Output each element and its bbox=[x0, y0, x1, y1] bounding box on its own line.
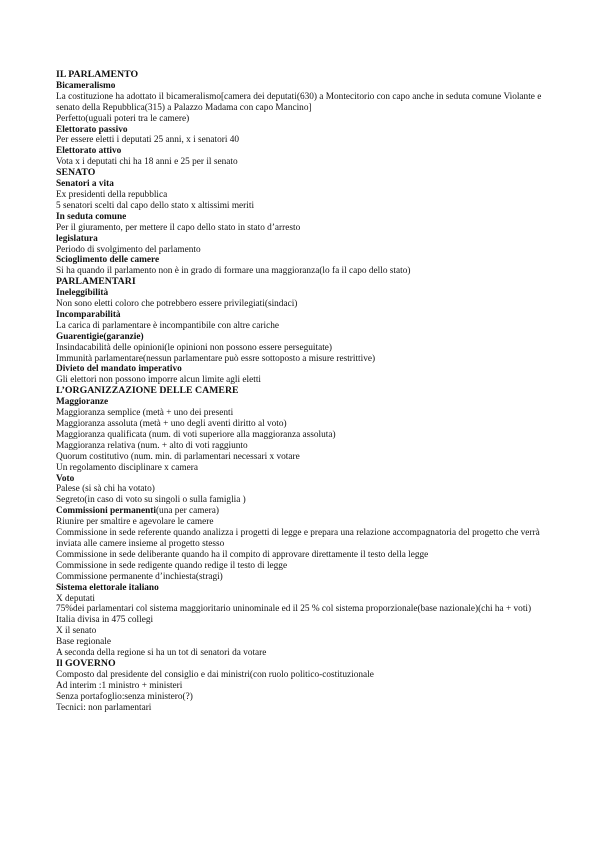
text-line bbox=[56, 484, 546, 495]
line-text: Maggioranza assoluta (metà + uno degli aventi diritto al voto) bbox=[56, 419, 287, 429]
line-text: Il GOVERNO bbox=[56, 657, 116, 669]
text-line bbox=[56, 408, 546, 419]
line-text: Divieto del mandato imperativo bbox=[56, 364, 182, 375]
line-text: La costituzione ha adottato il bicameralismo[camera dei deputati(630) a Montecitorio con capo anche in seduta comune Violante e senato della Repubblica(315) a Palazzo Madama con capo Mancino] bbox=[56, 91, 542, 113]
line-text: Voto bbox=[56, 473, 75, 484]
line-text: Non sono eletti coloro che potrebbero essere privilegiati(sindaci) bbox=[56, 299, 298, 310]
text-line bbox=[56, 114, 546, 125]
subheading bbox=[56, 397, 546, 408]
line-text: Gli elettori non possono imporre alcun limite agli eletti bbox=[56, 375, 262, 386]
line-text: Commissione in sede referente quando analizza i progetti di legge e prepara una relazione accompagnatoria del progetto che verrà inviata alle camere insieme al progetto stesso bbox=[56, 528, 540, 549]
text-line bbox=[56, 550, 546, 561]
line-text: Bicameralismo bbox=[56, 80, 116, 91]
line-text: Tecnici: non parlamentari bbox=[56, 702, 152, 713]
text-line bbox=[56, 681, 546, 692]
section-heading bbox=[56, 70, 546, 81]
line-text: Commissione in sede deliberante quando ha il compito di approvare direttamente il testo della legge bbox=[56, 549, 429, 560]
text-line bbox=[56, 495, 546, 506]
subheading bbox=[56, 474, 546, 485]
line-text: Guarentigie(garanzie) bbox=[56, 331, 144, 342]
line-text: Riunire per smaltire e agevolare le camere bbox=[56, 517, 214, 528]
line-text: Incomparabilità bbox=[56, 309, 121, 320]
line-text: X il senato bbox=[56, 626, 97, 637]
text-line bbox=[56, 626, 546, 637]
line-text: Maggioranza qualificata (num. di voti superiore alla maggioranza assoluta) bbox=[56, 429, 336, 440]
section-heading bbox=[56, 386, 546, 397]
section-heading bbox=[56, 277, 546, 288]
text-line bbox=[56, 463, 546, 474]
line-text: Palese (si sà chi ha votato) bbox=[56, 484, 155, 495]
line-text: Commissione in sede redigente quando redige il testo di legge bbox=[56, 560, 288, 571]
line-text-rest: (una per camera) bbox=[155, 506, 219, 517]
line-text: IL PARLAMENTO bbox=[56, 69, 139, 80]
line-text: Sistema elettorale italiano bbox=[56, 582, 159, 593]
text-line bbox=[56, 201, 546, 212]
section-heading bbox=[56, 168, 546, 179]
text-line bbox=[56, 572, 546, 583]
line-text: legislatura bbox=[56, 233, 98, 244]
subheading bbox=[56, 288, 546, 299]
line-text: In seduta comune bbox=[56, 211, 127, 222]
text-line bbox=[56, 245, 546, 256]
line-text: SENATO bbox=[56, 167, 96, 179]
line-text: Elettorato attivo bbox=[56, 146, 122, 157]
text-line bbox=[56, 343, 546, 354]
text-line bbox=[56, 452, 546, 463]
line-text: Un regolamento disciplinare x camera bbox=[56, 462, 198, 473]
subheading bbox=[56, 310, 546, 321]
text-line bbox=[56, 441, 546, 452]
text-line bbox=[56, 692, 546, 703]
line-text: X deputati bbox=[56, 593, 95, 604]
subheading bbox=[56, 179, 546, 190]
subheading bbox=[56, 332, 546, 343]
subheading bbox=[56, 255, 546, 266]
line-text: La carica di parlamentare è incompantibile con altre cariche bbox=[56, 320, 279, 331]
text-line bbox=[56, 670, 546, 681]
text-line bbox=[56, 594, 546, 605]
line-text: Composto dal presidente del consiglio e dai ministri(con ruolo politico-costituzionale bbox=[56, 669, 374, 680]
text-line bbox=[56, 190, 546, 201]
text-line bbox=[56, 615, 546, 626]
text-line bbox=[56, 321, 546, 332]
line-text: Ex presidenti della repubblica bbox=[56, 189, 168, 200]
line-text: L’ORGANIZZAZIONE DELLE CAMERE bbox=[56, 385, 239, 397]
line-text: Scioglimento delle camere bbox=[56, 255, 160, 266]
line-text: Vota x i deputati chi ha 18 anni e 25 per il senato bbox=[56, 157, 238, 168]
text-line bbox=[56, 419, 546, 430]
line-text: 75%dei parlamentari col sistema maggioritario uninominale ed il 25 % col sistema proporzionale(base nazionale)(chi ha + voti) bbox=[56, 604, 532, 615]
subheading bbox=[56, 583, 546, 594]
text-line bbox=[56, 648, 546, 659]
text-line bbox=[56, 528, 546, 550]
subheading bbox=[56, 81, 546, 92]
text-line bbox=[56, 354, 546, 365]
line-text: Per essere eletti i deputati 25 anni, x i senatori 40 bbox=[56, 135, 240, 146]
text-line bbox=[56, 430, 546, 441]
subheading bbox=[56, 234, 546, 245]
subheading bbox=[56, 146, 546, 157]
subheading bbox=[56, 125, 546, 136]
line-text: Ineleggibilità bbox=[56, 288, 109, 299]
line-text: 5 senatori scelti dal capo dello stato x altissimi meriti bbox=[56, 200, 255, 211]
line-text: Elettorato passivo bbox=[56, 124, 128, 135]
section-heading bbox=[56, 659, 546, 670]
line-text: Italia divisa in 475 collegi bbox=[56, 615, 154, 626]
text-line bbox=[56, 703, 546, 714]
line-text: Perfetto(uguali poteri tra le camere) bbox=[56, 113, 190, 124]
text-line bbox=[56, 135, 546, 146]
line-text: Senza portafoglio:senza ministero(?) bbox=[56, 691, 193, 702]
line-text: Base regionale bbox=[56, 637, 111, 648]
line-text: PARLAMENTARI bbox=[56, 276, 136, 288]
line-text: Periodo di svolgimento del parlamento bbox=[56, 244, 201, 255]
line-text: Si ha quando il parlamento non è in grado di formare una maggioranza(lo fa il capo dello stato) bbox=[56, 266, 411, 277]
line-text: Per il giuramento, per mettere il capo dello stato in stato d’arresto bbox=[56, 222, 301, 233]
text-line bbox=[56, 223, 546, 234]
text-line bbox=[56, 561, 546, 572]
line-text: Senatori a vita bbox=[56, 179, 114, 190]
line-text: Commissioni permanenti bbox=[56, 506, 156, 517]
line-text: Commissione permanente d’inchiesta(stragi) bbox=[56, 571, 223, 582]
text-line bbox=[56, 299, 546, 310]
text-line bbox=[56, 157, 546, 168]
line-text: A seconda della regione si ha un tot di senatori da votare bbox=[56, 648, 267, 659]
line-text: Segreto(in caso di voto su singoli o sulla famiglia ) bbox=[56, 495, 246, 506]
text-line bbox=[56, 604, 546, 615]
subheading bbox=[56, 364, 546, 375]
subheading bbox=[56, 212, 546, 223]
line-text: Ad interim :1 ministro + ministeri bbox=[56, 680, 183, 691]
subheading bbox=[56, 506, 546, 517]
line-text: Maggioranza relativa (num. + alto di voti raggiunto bbox=[56, 440, 248, 451]
line-text: Maggioranze bbox=[56, 397, 109, 408]
line-text: Maggioranza semplice (metà + uno dei presenti bbox=[56, 408, 234, 419]
line-text: Quorum costitutivo (num. min. di parlamentari necessari x votare bbox=[56, 451, 300, 462]
text-line bbox=[56, 637, 546, 648]
document-body bbox=[56, 70, 546, 713]
line-text: Immunità parlamentare(nessun parlamentare può essre sottoposto a misure restrittive) bbox=[56, 353, 376, 364]
text-line bbox=[56, 517, 546, 528]
line-text: Insindacabilità delle opinioni(le opinioni non possono essere perseguitate) bbox=[56, 342, 332, 353]
text-line bbox=[56, 92, 546, 114]
